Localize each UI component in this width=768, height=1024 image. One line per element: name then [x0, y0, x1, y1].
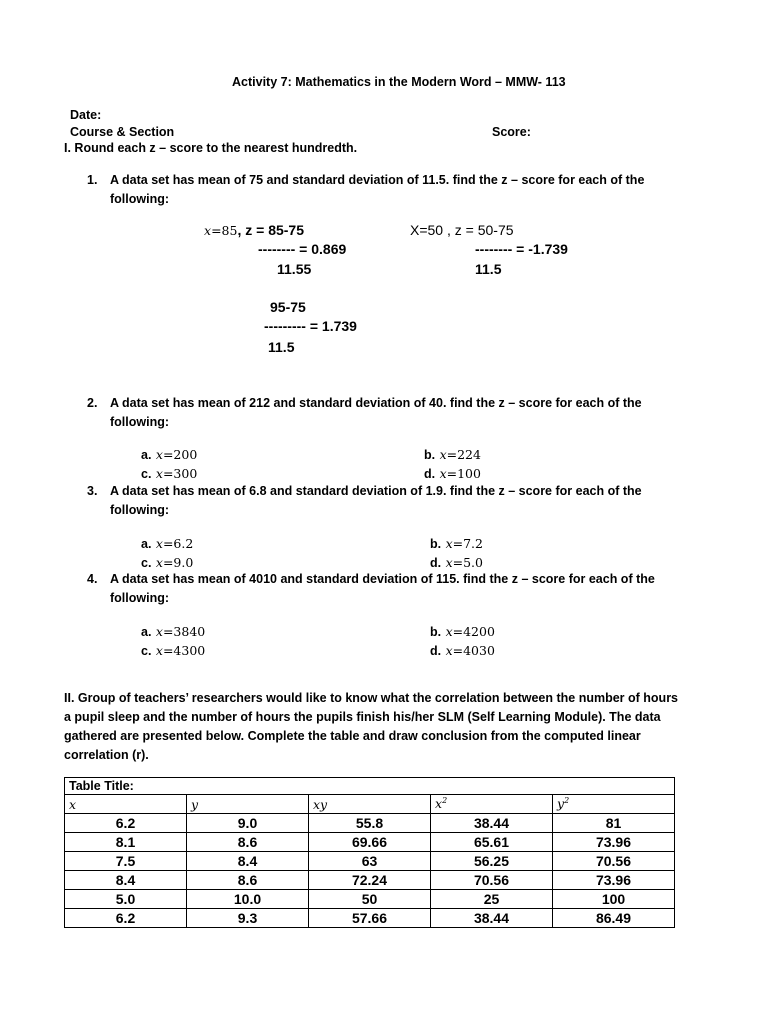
- problem-text: following:: [110, 192, 170, 206]
- item-label: b.: [430, 625, 442, 639]
- table-cell: 8.4: [65, 871, 187, 890]
- list-item: [141, 446, 197, 464]
- item-label: c.: [141, 556, 152, 570]
- math-var: x: [155, 624, 163, 639]
- list-item: [430, 623, 495, 641]
- solution-line: -------- = -1.739: [475, 241, 568, 257]
- math-val: =3840: [162, 624, 206, 639]
- math-var: x: [445, 555, 453, 570]
- problem-text: A data set has mean of 75 and standard deviation of 11.5. find the z – score for each of the: [110, 173, 645, 187]
- table-cell: 63: [309, 852, 431, 871]
- problem-text: following:: [110, 415, 170, 429]
- item-label: a.: [141, 537, 152, 551]
- math-val: =6.2: [162, 536, 194, 551]
- part2-paragraph-line: gathered are presented below. Complete the table and draw conclusion from the computed linear: [64, 729, 641, 743]
- math-var: x: [439, 466, 447, 481]
- table-cell: 69.66: [309, 833, 431, 852]
- math-var: x: [445, 643, 453, 658]
- column-header: xy: [309, 795, 431, 814]
- item-label: d.: [430, 556, 442, 570]
- problem-text: following:: [110, 591, 170, 605]
- math-var: x: [155, 466, 163, 481]
- item-label: b.: [424, 448, 436, 462]
- table-row: [65, 871, 675, 890]
- table-cell: 81: [553, 814, 675, 833]
- table-cell: 55.8: [309, 814, 431, 833]
- table-cell: 56.25: [431, 852, 553, 871]
- math-val: =200: [162, 447, 198, 462]
- column-header: x: [65, 795, 187, 814]
- item-label: c.: [141, 644, 152, 658]
- table-cell: 8.6: [187, 871, 309, 890]
- column-header: $y^2$: [553, 795, 675, 814]
- math-var: x: [155, 555, 163, 570]
- math-val: =4300: [162, 643, 206, 658]
- math-var: x: [155, 643, 163, 658]
- solution-line: 11.55: [277, 261, 312, 277]
- page-title: Activity 7: Mathematics in the Modern Word – MMW- 113: [232, 75, 566, 89]
- item-label: d.: [430, 644, 442, 658]
- math-var: x: [204, 223, 212, 238]
- table-row: [65, 890, 675, 909]
- table-cell: 6.2: [65, 814, 187, 833]
- list-item: [141, 535, 193, 553]
- list-item: [141, 623, 205, 641]
- problem-text: A data set has mean of 4010 and standard deviation of 115. find the z – score for each of the: [110, 572, 655, 586]
- list-item: [424, 446, 481, 464]
- table-cell: 8.4: [187, 852, 309, 871]
- math-var: x: [155, 536, 163, 551]
- solution-eq: , z = 85-75: [237, 222, 304, 238]
- table-cell: 5.0: [65, 890, 187, 909]
- table-cell: 73.96: [553, 833, 675, 852]
- math-val: =100: [446, 466, 481, 481]
- table-cell: 6.2: [65, 909, 187, 928]
- table-row: [65, 852, 675, 871]
- list-item: [141, 554, 193, 572]
- item-label: b.: [430, 537, 442, 551]
- course-section-label: Course & Section: [70, 125, 175, 139]
- table-cell: 72.24: [309, 871, 431, 890]
- math-var: x: [445, 536, 453, 551]
- table-cell: 70.56: [431, 871, 553, 890]
- score-label: Score:: [492, 125, 531, 139]
- part1-heading: I. Round each z – score to the nearest hundredth.: [64, 141, 358, 155]
- part2-paragraph-line: a pupil sleep and the number of hours the pupils finish his/her SLM (Self Learning Module). The data: [64, 710, 661, 724]
- column-header: $x^2$: [431, 795, 553, 814]
- table-cell: 8.6: [187, 833, 309, 852]
- table-cell: 9.0: [187, 814, 309, 833]
- table-cell: 8.1: [65, 833, 187, 852]
- solution-line: 11.5: [268, 339, 295, 355]
- solution-line: X=50 , z = 50-75: [410, 222, 514, 238]
- item-label: c.: [141, 467, 152, 481]
- date-label: Date:: [70, 108, 102, 122]
- table-cell: 73.96: [553, 871, 675, 890]
- table-cell: 50: [309, 890, 431, 909]
- part2-paragraph-line: II. Group of teachers’ researchers would like to know what the correlation between the number of hours: [64, 691, 679, 705]
- math-val: =4030: [452, 643, 495, 658]
- list-item: [424, 465, 481, 483]
- math-val: =224: [446, 447, 481, 462]
- table-cell: 25: [431, 890, 553, 909]
- list-item: [430, 535, 483, 553]
- table-cell: 86.49: [553, 909, 675, 928]
- data-table: [64, 777, 675, 928]
- math-val: =4200: [452, 624, 495, 639]
- table-cell: 57.66: [309, 909, 431, 928]
- table-cell: 7.5: [65, 852, 187, 871]
- table-header-row: [65, 795, 675, 814]
- math-val: =300: [162, 466, 198, 481]
- problem-number: 4.: [87, 572, 98, 586]
- problem-number: 3.: [87, 484, 98, 498]
- problem-text: following:: [110, 503, 170, 517]
- table-cell: 38.44: [431, 909, 553, 928]
- item-label: d.: [424, 467, 436, 481]
- math-var: x: [155, 447, 163, 462]
- solution-line: [204, 222, 304, 240]
- list-item: [430, 642, 495, 660]
- list-item: [430, 554, 483, 572]
- table-cell: 38.44: [431, 814, 553, 833]
- table-cell: 65.61: [431, 833, 553, 852]
- math-val: =5.0: [452, 555, 483, 570]
- table-cell: 9.3: [187, 909, 309, 928]
- table-title: Table Title:: [65, 778, 675, 795]
- table-row: [65, 909, 675, 928]
- column-header: y: [187, 795, 309, 814]
- problem-number: 1.: [87, 173, 98, 187]
- problem-text: A data set has mean of 6.8 and standard deviation of 1.9. find the z – score for each of the: [110, 484, 642, 498]
- math-var: x: [445, 624, 453, 639]
- table-cell: 100: [553, 890, 675, 909]
- solution-line: 11.5: [475, 261, 502, 277]
- solution-line: 95-75: [270, 299, 306, 315]
- table-cell: 70.56: [553, 852, 675, 871]
- math-val: =7.2: [452, 536, 483, 551]
- list-item: [141, 642, 205, 660]
- problem-text: A data set has mean of 212 and standard deviation of 40. find the z – score for each of the: [110, 396, 642, 410]
- math-val: =85: [211, 223, 238, 238]
- solution-line: -------- = 0.869: [258, 241, 347, 257]
- math-val: =9.0: [162, 555, 194, 570]
- item-label: a.: [141, 448, 152, 462]
- math-var: x: [439, 447, 447, 462]
- list-item: [141, 465, 197, 483]
- problem-number: 2.: [87, 396, 98, 410]
- solution-line: --------- = 1.739: [264, 318, 357, 334]
- table-cell: 10.0: [187, 890, 309, 909]
- table-row: [65, 814, 675, 833]
- table-row: [65, 833, 675, 852]
- item-label: a.: [141, 625, 152, 639]
- part2-paragraph-line: correlation (r).: [64, 748, 149, 762]
